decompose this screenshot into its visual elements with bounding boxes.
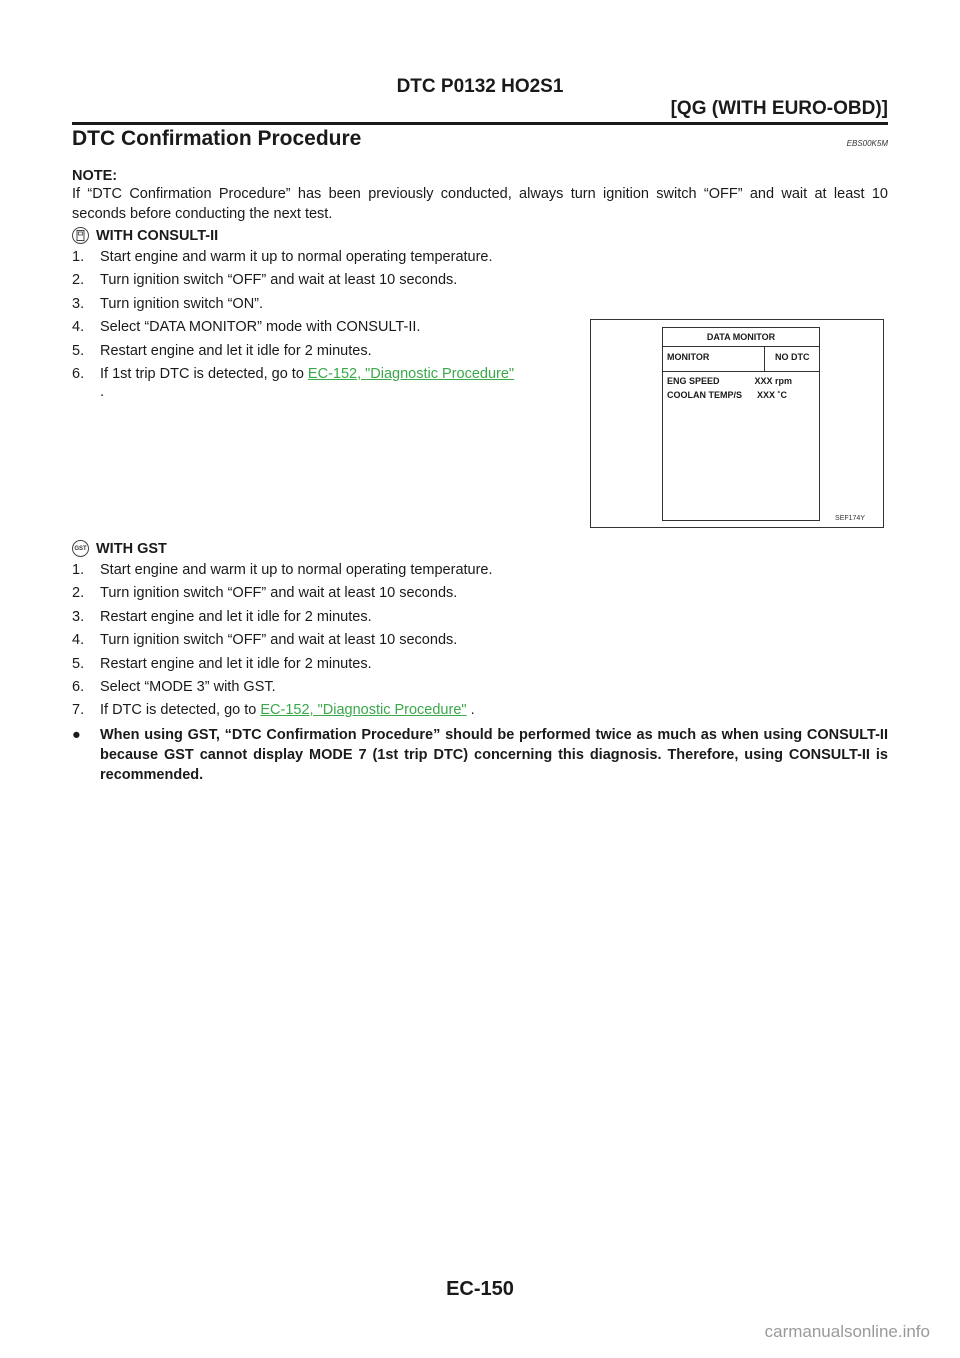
screen-title: DATA MONITOR bbox=[706, 332, 776, 342]
section-code: EBS00K5M bbox=[846, 139, 888, 148]
screen-column-monitor: MONITOR bbox=[667, 352, 710, 362]
screen-row-eng-speed: ENG SPEED XXX rpm bbox=[667, 376, 793, 386]
list-item: 5. Restart engine and let it idle for 2 minutes. bbox=[72, 655, 372, 672]
list-item: 1. Start engine and warm it up to normal operating temperature. bbox=[72, 562, 493, 578]
data-monitor-screen bbox=[662, 327, 820, 521]
diagnostic-procedure-link[interactable]: EC-152, "Diagnostic Procedure" bbox=[307, 365, 515, 382]
diagnostic-procedure-link[interactable]: EC-152, "Diagnostic Procedure" bbox=[260, 702, 467, 719]
gst-icon: GST bbox=[72, 540, 89, 557]
gst-steps bbox=[72, 561, 493, 725]
consult-icon bbox=[72, 227, 89, 244]
list-item: 7. If DTC is detected, go to EC-152, "Diagnostic Procedure" . bbox=[72, 702, 475, 719]
recommendation-note bbox=[72, 725, 888, 785]
page-number: EC-150 bbox=[446, 1278, 514, 1300]
list-item: 2. Turn ignition switch “OFF” and wait at least 10 seconds. bbox=[72, 585, 458, 602]
page-header-title: DTC P0132 HO2S1 bbox=[396, 76, 564, 97]
list-item: 4. Turn ignition switch “OFF” and wait at least 10 seconds. bbox=[72, 632, 458, 649]
list-item: 6. If 1st trip DTC is detected, go to EC-152, "Diagnostic Procedure" . bbox=[72, 365, 515, 400]
list-item: 4. Select “DATA MONITOR” mode with CONSULT-II. bbox=[72, 319, 421, 336]
list-item: 6. Select “MODE 3” with GST. bbox=[72, 678, 276, 695]
watermark: carmanualsonline.info bbox=[764, 1322, 930, 1341]
consult-steps bbox=[72, 248, 580, 401]
bullet-icon: ● bbox=[72, 727, 81, 743]
list-item: 2. Turn ignition switch “OFF” and wait at least 10 seconds. bbox=[72, 272, 458, 289]
page-header-subtitle: [QG (WITH EURO-OBD)] bbox=[670, 98, 888, 119]
list-item: 5. Restart engine and let it idle for 2 minutes. bbox=[72, 342, 372, 359]
header-divider bbox=[72, 122, 888, 125]
note-text: If “DTC Confirmation Procedure” has been previously conducted, always turn ignition switch “OFF” and wait at least 10 seconds before conducting the next test. bbox=[72, 186, 888, 222]
list-item: 3. Restart engine and let it idle for 2 minutes. bbox=[72, 608, 372, 625]
list-item: 1. Start engine and warm it up to normal operating temperature. bbox=[72, 249, 493, 265]
consult-heading-label: WITH CONSULT-II bbox=[96, 227, 219, 244]
gst-heading bbox=[72, 540, 167, 557]
list-item: 3. Turn ignition switch “ON”. bbox=[72, 295, 264, 312]
screen-row-coolant-temp: COOLAN TEMP/S XXX ˚C bbox=[667, 390, 788, 400]
gst-heading-label: WITH GST bbox=[96, 540, 167, 557]
consult-heading bbox=[72, 227, 218, 244]
section-title: DTC Confirmation Procedure bbox=[72, 127, 362, 150]
data-monitor-figure bbox=[590, 319, 884, 528]
recommendation-text: When using GST, “DTC Confirmation Procedure” should be performed twice as much as when using CONSULT-II because GST cannot display MODE 7 (1st trip DTC) concerning this diagnosis. Therefore, using CONSULT-II is recommended. bbox=[100, 727, 888, 783]
note-label: NOTE: bbox=[72, 168, 118, 184]
screen-column-no-dtc: NO DTC bbox=[775, 352, 810, 362]
figure-code: SEF174Y bbox=[835, 515, 865, 522]
